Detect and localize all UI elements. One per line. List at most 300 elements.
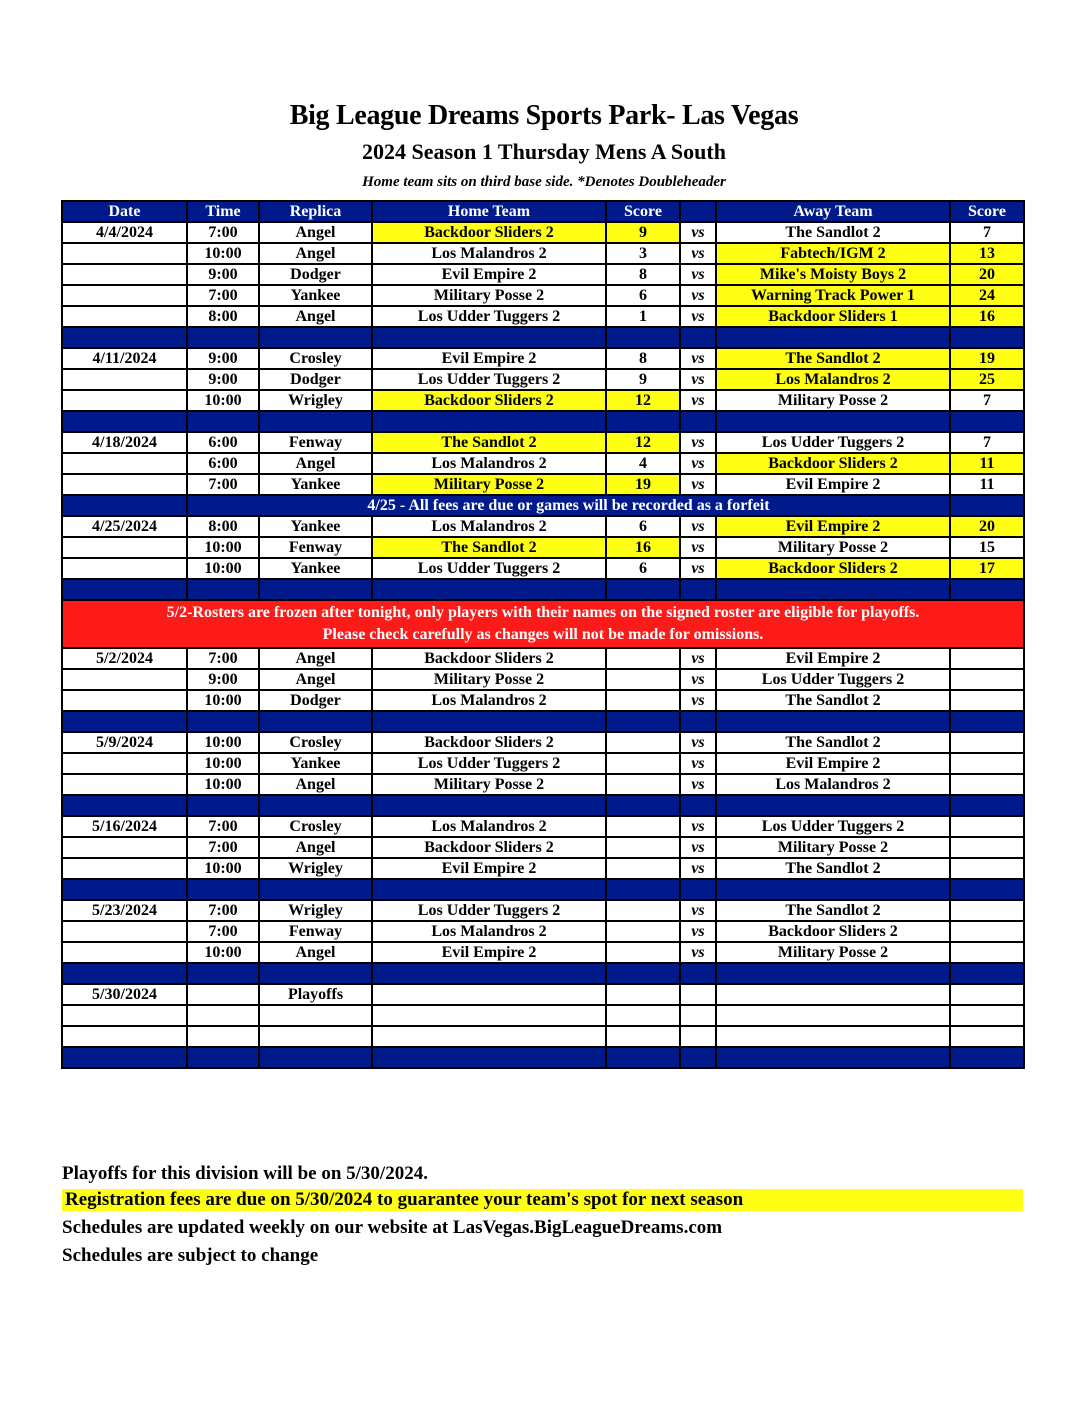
game-time: 7:00 bbox=[187, 816, 259, 837]
vs-label: vs bbox=[680, 648, 716, 669]
game-replica-field: Yankee bbox=[259, 474, 372, 495]
home-score bbox=[606, 984, 680, 1005]
game-time: 7:00 bbox=[187, 648, 259, 669]
separator-cell bbox=[372, 879, 606, 900]
separator-cell bbox=[187, 711, 259, 732]
away-team bbox=[716, 1005, 950, 1026]
game-time: 10:00 bbox=[187, 690, 259, 711]
table-row bbox=[62, 1026, 1024, 1047]
separator-cell bbox=[680, 579, 716, 600]
vs-label: vs bbox=[680, 669, 716, 690]
separator-cell bbox=[259, 579, 372, 600]
game-time: 8:00 bbox=[187, 306, 259, 327]
footer-website-note: Schedules are updated weekly on our website at LasVegas.BigLeagueDreams.com bbox=[62, 1217, 723, 1238]
separator-cell bbox=[187, 411, 259, 432]
vs-label: vs bbox=[680, 558, 716, 579]
away-team bbox=[716, 1026, 950, 1047]
week-separator-row bbox=[62, 795, 1024, 816]
away-score: 15 bbox=[950, 537, 1024, 558]
game-replica-field: Wrigley bbox=[259, 900, 372, 921]
away-score bbox=[950, 648, 1024, 669]
vs-label: vs bbox=[680, 243, 716, 264]
separator-cell bbox=[606, 327, 680, 348]
game-replica-field: Crosley bbox=[259, 348, 372, 369]
game-replica-field: Angel bbox=[259, 453, 372, 474]
home-team: Los Udder Tuggers 2 bbox=[372, 369, 606, 390]
away-score bbox=[950, 774, 1024, 795]
away-team: Warning Track Power 1 bbox=[716, 285, 950, 306]
game-date bbox=[62, 306, 187, 327]
away-team: The Sandlot 2 bbox=[716, 732, 950, 753]
home-score: 3 bbox=[606, 243, 680, 264]
away-team: The Sandlot 2 bbox=[716, 348, 950, 369]
home-score: 8 bbox=[606, 348, 680, 369]
away-team: The Sandlot 2 bbox=[716, 222, 950, 243]
game-date: 4/18/2024 bbox=[62, 432, 187, 453]
separator-cell bbox=[950, 963, 1024, 984]
separator-cell bbox=[680, 963, 716, 984]
home-score: 6 bbox=[606, 285, 680, 306]
away-score bbox=[950, 942, 1024, 963]
home-team: The Sandlot 2 bbox=[372, 432, 606, 453]
home-team: Backdoor Sliders 2 bbox=[372, 390, 606, 411]
away-score bbox=[950, 858, 1024, 879]
game-date bbox=[62, 1005, 187, 1026]
separator-cell bbox=[606, 963, 680, 984]
game-date bbox=[62, 474, 187, 495]
home-team: Evil Empire 2 bbox=[372, 942, 606, 963]
away-score bbox=[950, 1026, 1024, 1047]
away-score: 19 bbox=[950, 348, 1024, 369]
vs-label: vs bbox=[680, 369, 716, 390]
schedule-note: Home team sits on third base side. *Denotes Doubleheader bbox=[362, 174, 726, 190]
home-score bbox=[606, 753, 680, 774]
away-score bbox=[950, 984, 1024, 1005]
vs-label: vs bbox=[680, 432, 716, 453]
table-row bbox=[62, 753, 1024, 774]
week-separator-row bbox=[62, 879, 1024, 900]
table-row bbox=[62, 648, 1024, 669]
home-team: Military Posse 2 bbox=[372, 774, 606, 795]
notice-row bbox=[62, 495, 1024, 516]
game-date: 5/16/2024 bbox=[62, 816, 187, 837]
separator-cell bbox=[187, 1047, 259, 1068]
separator-cell bbox=[187, 579, 259, 600]
game-time: 7:00 bbox=[187, 222, 259, 243]
away-score: 17 bbox=[950, 558, 1024, 579]
away-score: 7 bbox=[950, 222, 1024, 243]
col-header-home-team: Home Team bbox=[372, 201, 606, 222]
separator-cell bbox=[606, 879, 680, 900]
separator-cell bbox=[606, 579, 680, 600]
away-score: 24 bbox=[950, 285, 1024, 306]
vs-label: vs bbox=[680, 453, 716, 474]
separator-cell bbox=[716, 711, 950, 732]
game-time: 10:00 bbox=[187, 732, 259, 753]
vs-label: vs bbox=[680, 753, 716, 774]
away-score: 11 bbox=[950, 453, 1024, 474]
separator-cell bbox=[372, 963, 606, 984]
away-score: 20 bbox=[950, 264, 1024, 285]
home-score bbox=[606, 921, 680, 942]
week-separator-row bbox=[62, 963, 1024, 984]
table-row bbox=[62, 537, 1024, 558]
game-date bbox=[62, 558, 187, 579]
separator-cell bbox=[950, 579, 1024, 600]
separator-cell bbox=[680, 411, 716, 432]
separator-cell bbox=[950, 879, 1024, 900]
vs-label: vs bbox=[680, 537, 716, 558]
table-row bbox=[62, 816, 1024, 837]
home-team: The Sandlot 2 bbox=[372, 537, 606, 558]
game-time: 7:00 bbox=[187, 285, 259, 306]
roster-alert-row bbox=[62, 600, 1024, 648]
separator-cell bbox=[950, 411, 1024, 432]
home-team: Los Malandros 2 bbox=[372, 921, 606, 942]
col-header-replica: Replica bbox=[259, 201, 372, 222]
table-row bbox=[62, 774, 1024, 795]
col-header-time: Time bbox=[187, 201, 259, 222]
game-replica-field: Angel bbox=[259, 837, 372, 858]
game-replica-field: Dodger bbox=[259, 264, 372, 285]
game-replica-field: Dodger bbox=[259, 690, 372, 711]
away-team: Backdoor Sliders 2 bbox=[716, 558, 950, 579]
game-replica-field: Angel bbox=[259, 942, 372, 963]
away-team: Evil Empire 2 bbox=[716, 474, 950, 495]
game-date bbox=[62, 537, 187, 558]
game-replica-field: Angel bbox=[259, 669, 372, 690]
home-team: Backdoor Sliders 2 bbox=[372, 648, 606, 669]
table-row bbox=[62, 558, 1024, 579]
home-team: Military Posse 2 bbox=[372, 669, 606, 690]
separator-cell bbox=[716, 795, 950, 816]
home-score: 12 bbox=[606, 390, 680, 411]
separator-cell bbox=[187, 795, 259, 816]
away-score: 7 bbox=[950, 432, 1024, 453]
separator-cell bbox=[680, 1047, 716, 1068]
table-row bbox=[62, 732, 1024, 753]
roster-alert bbox=[62, 600, 1024, 648]
separator-cell bbox=[259, 327, 372, 348]
home-score bbox=[606, 1005, 680, 1026]
separator-cell bbox=[606, 411, 680, 432]
home-team: Military Posse 2 bbox=[372, 285, 606, 306]
separator-cell bbox=[372, 711, 606, 732]
home-score: 1 bbox=[606, 306, 680, 327]
away-score: 11 bbox=[950, 474, 1024, 495]
separator-cell bbox=[716, 579, 950, 600]
game-time: 10:00 bbox=[187, 390, 259, 411]
away-team: The Sandlot 2 bbox=[716, 858, 950, 879]
game-date bbox=[62, 243, 187, 264]
separator-cell bbox=[62, 579, 187, 600]
separator-cell bbox=[606, 795, 680, 816]
game-date bbox=[62, 774, 187, 795]
game-replica-field: Fenway bbox=[259, 432, 372, 453]
home-score: 9 bbox=[606, 369, 680, 390]
game-replica-field: Wrigley bbox=[259, 858, 372, 879]
separator-cell bbox=[716, 963, 950, 984]
game-time: 9:00 bbox=[187, 369, 259, 390]
vs-label bbox=[680, 1005, 716, 1026]
home-score: 8 bbox=[606, 264, 680, 285]
away-team: Los Udder Tuggers 2 bbox=[716, 432, 950, 453]
table-row bbox=[62, 921, 1024, 942]
separator-cell bbox=[680, 711, 716, 732]
separator-cell bbox=[372, 579, 606, 600]
away-team: Backdoor Sliders 2 bbox=[716, 453, 950, 474]
away-team: Evil Empire 2 bbox=[716, 753, 950, 774]
col-header-date: Date bbox=[62, 201, 187, 222]
game-date bbox=[62, 837, 187, 858]
separator-cell bbox=[259, 411, 372, 432]
game-replica-field: Angel bbox=[259, 243, 372, 264]
away-score bbox=[950, 900, 1024, 921]
vs-label: vs bbox=[680, 942, 716, 963]
week-separator-row bbox=[62, 327, 1024, 348]
table-header-row bbox=[62, 201, 1024, 222]
away-score bbox=[950, 921, 1024, 942]
game-date bbox=[62, 921, 187, 942]
home-score: 6 bbox=[606, 516, 680, 537]
vs-label: vs bbox=[680, 285, 716, 306]
game-date bbox=[62, 669, 187, 690]
home-score: 12 bbox=[606, 432, 680, 453]
home-score bbox=[606, 774, 680, 795]
game-time: 9:00 bbox=[187, 348, 259, 369]
vs-label: vs bbox=[680, 900, 716, 921]
separator-cell bbox=[606, 1047, 680, 1068]
separator-cell bbox=[259, 1047, 372, 1068]
col-header-away-score: Score bbox=[950, 201, 1024, 222]
game-time: 7:00 bbox=[187, 921, 259, 942]
home-team: Backdoor Sliders 2 bbox=[372, 222, 606, 243]
home-score bbox=[606, 669, 680, 690]
home-team: Los Udder Tuggers 2 bbox=[372, 753, 606, 774]
home-score: 6 bbox=[606, 558, 680, 579]
col-header-home-score: Score bbox=[606, 201, 680, 222]
separator-cell bbox=[950, 795, 1024, 816]
separator-cell bbox=[259, 795, 372, 816]
vs-label: vs bbox=[680, 690, 716, 711]
week-separator-row bbox=[62, 579, 1024, 600]
table-row bbox=[62, 243, 1024, 264]
separator-cell bbox=[62, 963, 187, 984]
game-date: 4/25/2024 bbox=[62, 516, 187, 537]
game-date: 5/23/2024 bbox=[62, 900, 187, 921]
separator-cell bbox=[716, 879, 950, 900]
game-replica-field: Yankee bbox=[259, 516, 372, 537]
away-score bbox=[950, 1005, 1024, 1026]
vs-label: vs bbox=[680, 774, 716, 795]
week-separator-row bbox=[62, 711, 1024, 732]
home-score bbox=[606, 816, 680, 837]
separator-cell bbox=[62, 795, 187, 816]
vs-label: vs bbox=[680, 390, 716, 411]
table-row bbox=[62, 453, 1024, 474]
footer-registration-note: Registration fees are due on 5/30/2024 to guarantee your team's spot for next season bbox=[62, 1189, 1023, 1211]
home-score bbox=[606, 648, 680, 669]
vs-label: vs bbox=[680, 837, 716, 858]
separator-cell bbox=[62, 711, 187, 732]
separator-cell bbox=[187, 327, 259, 348]
separator-cell bbox=[716, 327, 950, 348]
game-replica-field: Dodger bbox=[259, 369, 372, 390]
schedule-table bbox=[61, 200, 1025, 1069]
away-team: Los Malandros 2 bbox=[716, 774, 950, 795]
away-team: The Sandlot 2 bbox=[716, 900, 950, 921]
home-score bbox=[606, 690, 680, 711]
fee-notice: 4/25 - All fees are due or games will be recorded as a forfeit bbox=[187, 495, 950, 516]
away-score bbox=[950, 669, 1024, 690]
game-date: 4/4/2024 bbox=[62, 222, 187, 243]
game-date bbox=[62, 942, 187, 963]
game-date: 5/2/2024 bbox=[62, 648, 187, 669]
vs-label: vs bbox=[680, 516, 716, 537]
home-team: Los Malandros 2 bbox=[372, 453, 606, 474]
game-replica-field: Angel bbox=[259, 648, 372, 669]
table-row bbox=[62, 516, 1024, 537]
vs-label bbox=[680, 1026, 716, 1047]
game-replica-field: Yankee bbox=[259, 753, 372, 774]
home-team bbox=[372, 1026, 606, 1047]
game-time: 10:00 bbox=[187, 243, 259, 264]
separator-cell bbox=[62, 327, 187, 348]
home-score: 16 bbox=[606, 537, 680, 558]
away-team: Los Malandros 2 bbox=[716, 369, 950, 390]
separator-cell bbox=[680, 327, 716, 348]
game-time: 8:00 bbox=[187, 516, 259, 537]
separator-cell bbox=[680, 795, 716, 816]
away-team: Evil Empire 2 bbox=[716, 648, 950, 669]
away-team: Los Udder Tuggers 2 bbox=[716, 669, 950, 690]
vs-label: vs bbox=[680, 264, 716, 285]
game-replica-field: Crosley bbox=[259, 816, 372, 837]
vs-label: vs bbox=[680, 306, 716, 327]
game-time: 7:00 bbox=[187, 900, 259, 921]
away-team: Los Udder Tuggers 2 bbox=[716, 816, 950, 837]
away-score bbox=[950, 837, 1024, 858]
separator-cell bbox=[372, 411, 606, 432]
week-separator-row bbox=[62, 411, 1024, 432]
table-row bbox=[62, 900, 1024, 921]
game-time: 10:00 bbox=[187, 558, 259, 579]
game-time bbox=[187, 1026, 259, 1047]
separator-cell bbox=[372, 327, 606, 348]
game-date: 5/9/2024 bbox=[62, 732, 187, 753]
vs-label: vs bbox=[680, 348, 716, 369]
vs-label: vs bbox=[680, 921, 716, 942]
schedule-body bbox=[62, 222, 1024, 1068]
table-row bbox=[62, 306, 1024, 327]
game-date bbox=[62, 1026, 187, 1047]
table-row bbox=[62, 390, 1024, 411]
week-separator-row bbox=[62, 1047, 1024, 1068]
away-team: Fabtech/IGM 2 bbox=[716, 243, 950, 264]
table-row bbox=[62, 369, 1024, 390]
table-row bbox=[62, 1005, 1024, 1026]
game-date bbox=[62, 264, 187, 285]
footer-change-note: Schedules are subject to change bbox=[62, 1245, 319, 1266]
separator-cell bbox=[606, 711, 680, 732]
game-time: 10:00 bbox=[187, 858, 259, 879]
game-time bbox=[187, 1005, 259, 1026]
home-score: 4 bbox=[606, 453, 680, 474]
col-header-away-team: Away Team bbox=[716, 201, 950, 222]
home-team: Los Malandros 2 bbox=[372, 516, 606, 537]
home-team: Evil Empire 2 bbox=[372, 348, 606, 369]
separator-cell bbox=[716, 411, 950, 432]
game-date bbox=[62, 390, 187, 411]
away-score: 20 bbox=[950, 516, 1024, 537]
game-date: 5/30/2024 bbox=[62, 984, 187, 1005]
separator-cell bbox=[950, 327, 1024, 348]
away-score: 7 bbox=[950, 390, 1024, 411]
game-date bbox=[62, 453, 187, 474]
home-team: Los Malandros 2 bbox=[372, 690, 606, 711]
game-replica-field bbox=[259, 1026, 372, 1047]
game-time: 9:00 bbox=[187, 669, 259, 690]
home-team: Military Posse 2 bbox=[372, 474, 606, 495]
game-time: 10:00 bbox=[187, 942, 259, 963]
game-time: 7:00 bbox=[187, 474, 259, 495]
vs-label: vs bbox=[680, 858, 716, 879]
roster-alert-line: Please check carefully as changes will not be made for omissions. bbox=[322, 626, 764, 643]
home-team: Backdoor Sliders 2 bbox=[372, 837, 606, 858]
game-replica-field bbox=[259, 1005, 372, 1026]
table-row bbox=[62, 285, 1024, 306]
separator-cell bbox=[259, 711, 372, 732]
vs-label bbox=[680, 984, 716, 1005]
home-team bbox=[372, 1005, 606, 1026]
col-header-vs bbox=[680, 201, 716, 222]
footer-playoffs-note: Playoffs for this division will be on 5/30/2024. bbox=[62, 1163, 428, 1184]
table-row bbox=[62, 264, 1024, 285]
away-score bbox=[950, 690, 1024, 711]
game-replica-field: Wrigley bbox=[259, 390, 372, 411]
vs-label: vs bbox=[680, 732, 716, 753]
vs-label: vs bbox=[680, 474, 716, 495]
game-time: 10:00 bbox=[187, 537, 259, 558]
table-row bbox=[62, 432, 1024, 453]
separator-cell bbox=[716, 1047, 950, 1068]
away-team: Military Posse 2 bbox=[716, 837, 950, 858]
roster-alert-line: 5/2-Rosters are frozen after tonight, only players with their names on the signed roster are eligible for playoffs. bbox=[166, 604, 920, 621]
away-score: 13 bbox=[950, 243, 1024, 264]
separator-cell bbox=[372, 795, 606, 816]
game-date bbox=[62, 369, 187, 390]
game-replica-field: Angel bbox=[259, 774, 372, 795]
game-time: 9:00 bbox=[187, 264, 259, 285]
away-team: Backdoor Sliders 1 bbox=[716, 306, 950, 327]
away-team: Military Posse 2 bbox=[716, 942, 950, 963]
away-team: Military Posse 2 bbox=[716, 390, 950, 411]
home-team: Evil Empire 2 bbox=[372, 264, 606, 285]
table-row bbox=[62, 837, 1024, 858]
table-row bbox=[62, 942, 1024, 963]
game-replica-field: Angel bbox=[259, 306, 372, 327]
separator-cell bbox=[62, 1047, 187, 1068]
game-time: 7:00 bbox=[187, 837, 259, 858]
home-team: Los Malandros 2 bbox=[372, 816, 606, 837]
home-score: 9 bbox=[606, 222, 680, 243]
game-time: 10:00 bbox=[187, 774, 259, 795]
home-score bbox=[606, 732, 680, 753]
game-date bbox=[62, 753, 187, 774]
away-score: 16 bbox=[950, 306, 1024, 327]
notice-spacer bbox=[950, 495, 1024, 516]
away-team: Military Posse 2 bbox=[716, 537, 950, 558]
